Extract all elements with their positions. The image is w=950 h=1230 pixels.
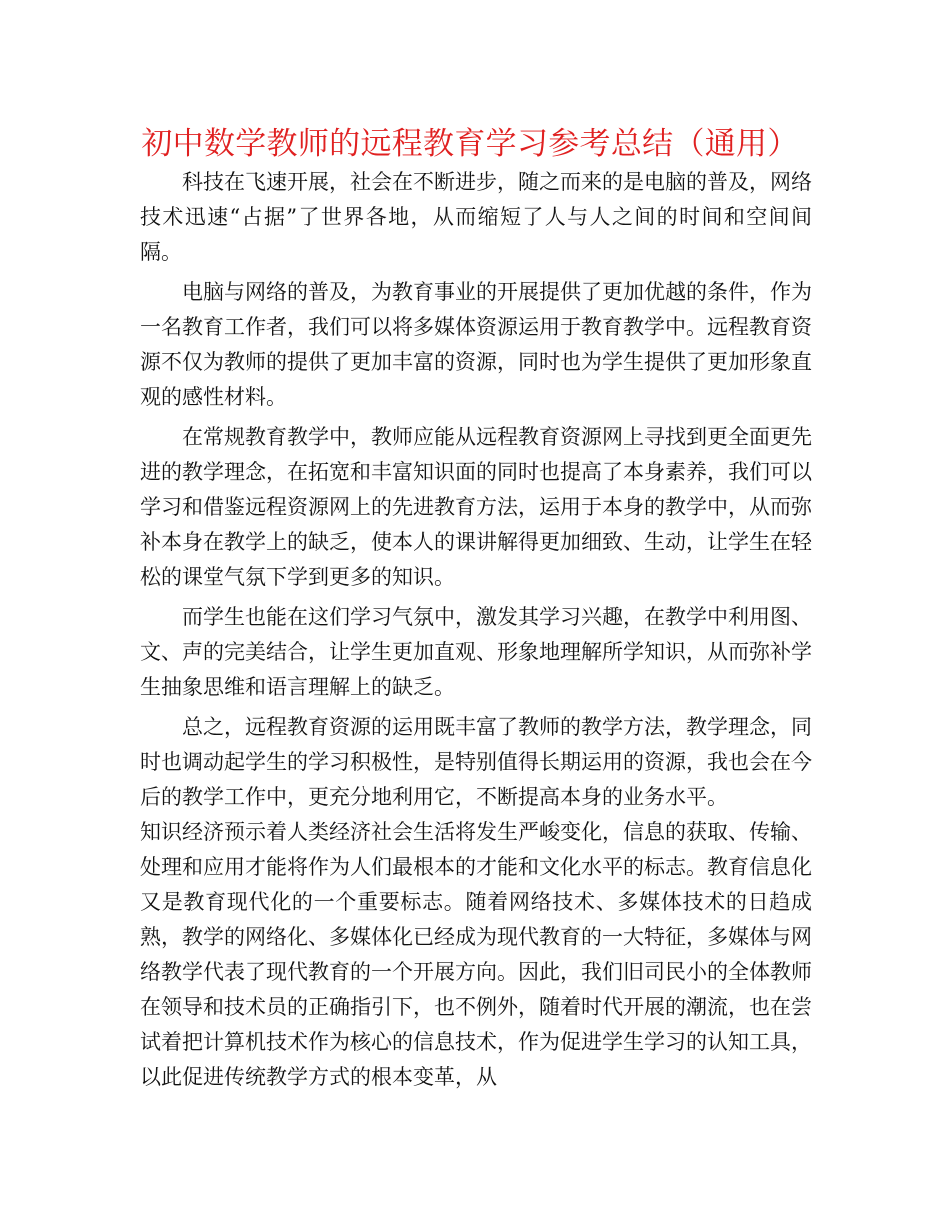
document-body bbox=[140, 165, 812, 1100]
paragraph: 知识经济预示着人类经济社会生活将发生严峻变化，信息的获取、传输、处理和应用才能将作为人们最根本的才能和文化水平的标志。教育信息化又是教育现代化的一个重要标志。随着网络技术、多媒体技术的日趋成熟，教学的网络化、多媒体化已经成为现代教育的一大特征，多媒体与网络教学代表了现代教育的一个开展方向。因此，我们旧司民小的全体教师在领导和技术员的正确指引下，也不例外，随着时代开展的潮流，也在尝试着把计算机技术作为核心的信息技术，作为促进学生学习的认知工具，以此促进传统教学方式的根本变革，从 bbox=[140, 820, 812, 1089]
paragraph: 科技在飞速开展，社会在不断进步，随之而来的是电脑的普及，网络技术迅速“占据”了世界各地，从而缩短了人与人之间的时间和空间间隔。 bbox=[140, 170, 812, 264]
paragraph: 而学生也能在这们学习气氛中，激发其学习兴趣，在教学中利用图、文、声的完美结合，让学生更加直观、形象地理解所学知识，从而弥补学生抽象思维和语言理解上的缺乏。 bbox=[140, 605, 812, 699]
paragraph: 在常规教育教学中，教师应能从远程教育资源网上寻找到更全面更先进的教学理念，在拓宽和丰富知识面的同时也提高了本身素养，我们可以学习和借鉴远程资源网上的先进教育方法，运用于本身的教学中，从而弥补本身在教学上的缺乏，使本人的课讲解得更加细致、生动，让学生在轻松的课堂气氛下学到更多的知识。 bbox=[140, 425, 812, 589]
paragraph: 电脑与网络的普及，为教育事业的开展提供了更加优越的条件，作为一名教育工作者，我们可以将多媒体资源运用于教育教学中。远程教育资源不仅为教师的提供了更加丰富的资源，同时也为学生提供了更加形象直观的感性材料。 bbox=[140, 280, 812, 409]
paragraph: 总之，远程教育资源的运用既丰富了教师的教学方法，教学理念，同时也调动起学生的学习积极性，是特别值得长期运用的资源，我也会在今后的教学工作中，更充分地利用它，不断提高本身的业务水平。 bbox=[140, 715, 812, 809]
document-title: 初中数学教师的远程教育学习参考总结（通用） bbox=[141, 126, 799, 162]
